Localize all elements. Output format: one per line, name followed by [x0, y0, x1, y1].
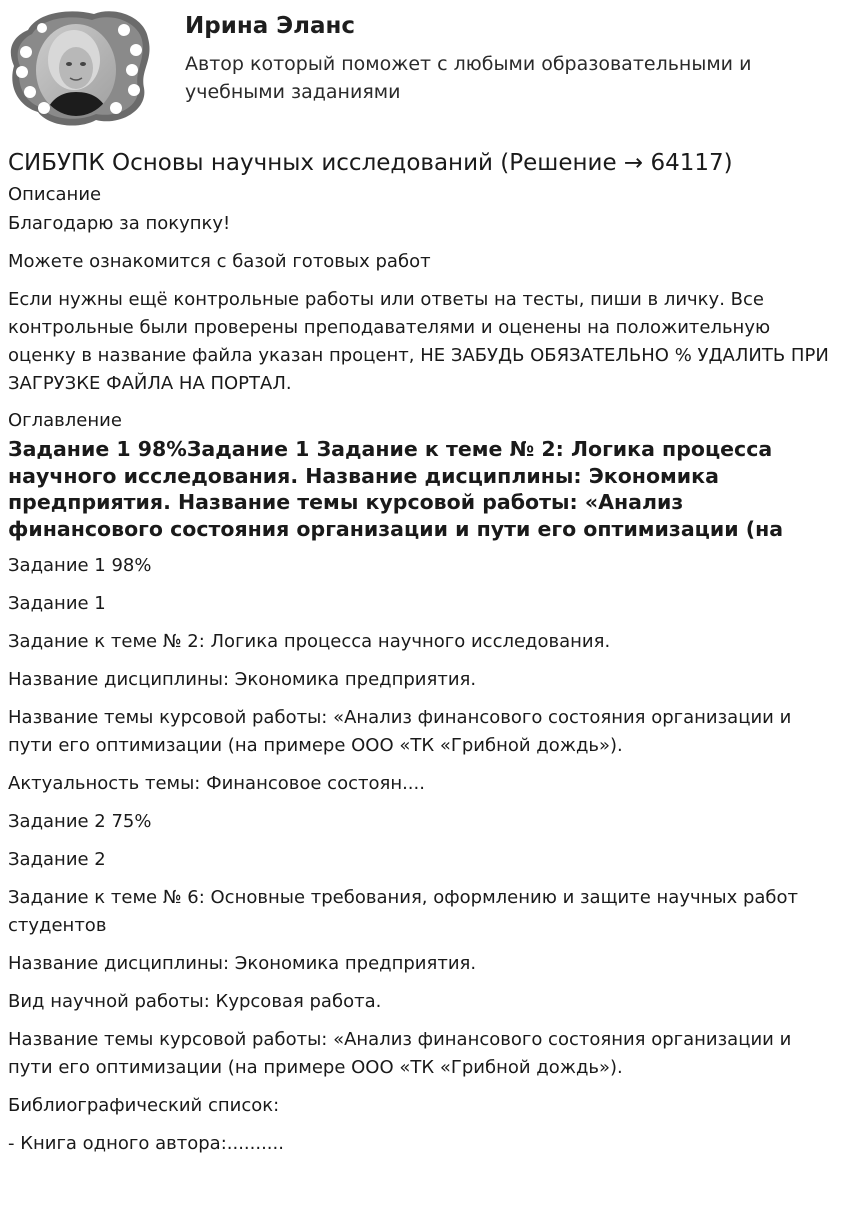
toc-item: Задание 1 — [8, 593, 106, 614]
description-paragraph: Можете ознакомится с базой готовых работ — [8, 251, 431, 272]
toc-item: Задание 2 75% — [8, 811, 152, 832]
description-paragraph: Если нужны ещё контрольные работы или ответы на тесты, пиши в личку. Все контрольные были проверены преподавателями и оценены на положительную оценку в название файла указан процент, НЕ ЗАБУДЬ ОБЯЗАТЕЛЬНО % УДАЛИТЬ ПРИ ЗАГРУЗКЕ ФАЙЛА НА ПОРТАЛ. — [8, 289, 829, 394]
toc-item: Актуальность темы: Финансовое состоян.... — [8, 773, 425, 794]
toc-item: Название темы курсовой работы: «Анализ финансового состояния организации и пути его оптимизации (на примере ООО «ТК «Грибной дождь»). — [8, 707, 792, 756]
toc-item: Задание к теме № 6: Основные требования, оформлению и защите научных работ студентов — [8, 887, 799, 936]
description-paragraph: Благодарю за покупку! — [8, 213, 231, 234]
description-label: Описание — [8, 184, 102, 205]
toc-item: Название темы курсовой работы: «Анализ финансового состояния организации и пути его оптимизации (на примере ООО «ТК «Грибной дождь»). — [8, 1029, 792, 1078]
toc-item: Библиографический список: — [8, 1095, 280, 1116]
toc-item: Задание к теме № 2: Логика процесса научного исследования. — [8, 631, 611, 652]
toc-item: Вид научной работы: Курсовая работа. — [8, 991, 382, 1012]
author-header — [0, 0, 847, 140]
author-description: Автор который поможет с любыми образовательными и учебными заданиями — [185, 53, 752, 103]
author-avatar[interactable] — [8, 8, 150, 126]
toc-heading: Задание 1 98%Задание 1 Задание к теме № 2: Логика процесса научного исследования. Название дисциплины: Экономика предприятия. Название темы курсовой работы: «Анализ финансового состояния организации и пути его оптимизации (на — [8, 437, 784, 541]
page-title: СИБУПК Основы научных исследований (Решение → 64117) — [8, 150, 733, 176]
author-name[interactable]: Ирина Эланс — [185, 13, 356, 39]
toc-item: - Книга одного автора:.......... — [8, 1133, 284, 1154]
toc-item: Название дисциплины: Экономика предприятия. — [8, 669, 477, 690]
toc-item: Задание 1 98% — [8, 555, 152, 576]
toc-item: Название дисциплины: Экономика предприятия. — [8, 953, 477, 974]
toc-item: Задание 2 — [8, 849, 106, 870]
toc-label: Оглавление — [8, 410, 122, 431]
main-content — [8, 146, 840, 1168]
